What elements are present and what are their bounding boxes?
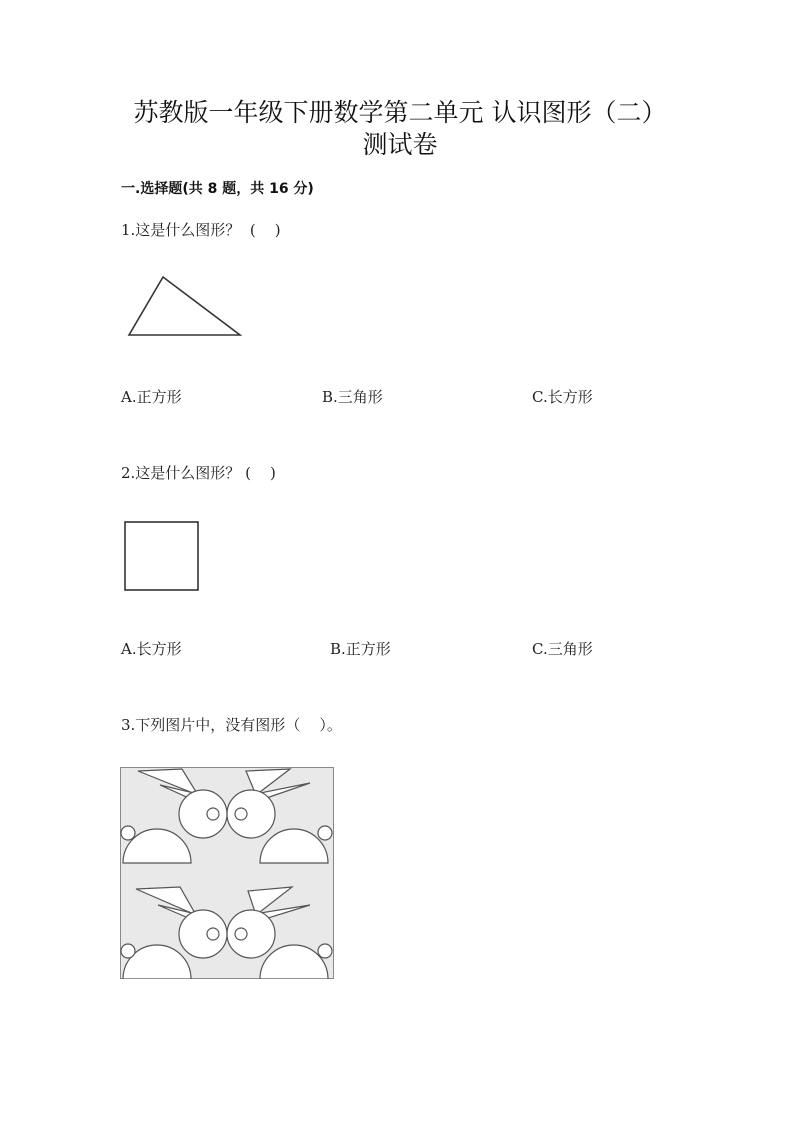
question-1-stem: 1.这是什么图形？ ( ) — [121, 221, 281, 239]
question-1-triangle-figure — [125, 273, 245, 339]
question-2-option-c[interactable]: C.三角形 — [532, 640, 593, 658]
question-2-option-a[interactable]: A.长方形 — [121, 640, 182, 658]
question-3-stem: 3.下列图片中，没有图形（ ）。 — [121, 716, 342, 734]
page-title-line-2: 测试卷 — [362, 130, 438, 159]
question-1-option-c[interactable]: C.长方形 — [532, 388, 593, 406]
page-title-line-1: 苏教版一年级下册数学第二单元 认识图形（二） — [133, 98, 667, 127]
section-heading: 一.选择题(共 8 题，共 16 分) — [121, 181, 314, 197]
question-2-square-figure — [123, 520, 201, 592]
question-3-rabbit-pattern-figure — [120, 767, 334, 979]
question-2-option-b[interactable]: B.正方形 — [330, 640, 391, 658]
question-1-option-a[interactable]: A.正方形 — [121, 388, 182, 406]
question-2-stem: 2.这是什么图形？ ( ) — [121, 464, 276, 482]
question-1-option-b[interactable]: B.三角形 — [322, 388, 383, 406]
